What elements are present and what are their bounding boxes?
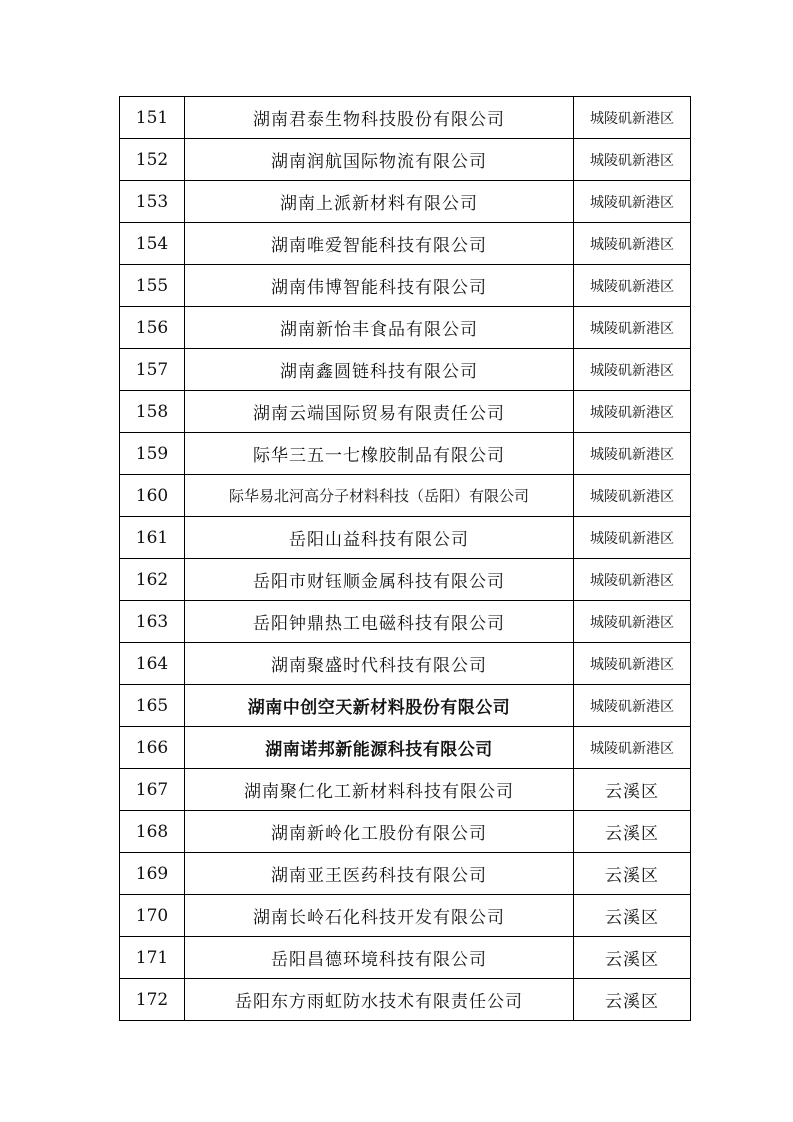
district: 云溪区	[574, 937, 691, 979]
row-number: 165	[120, 685, 185, 727]
company-name: 际华三五一七橡胶制品有限公司	[185, 433, 574, 475]
row-number: 169	[120, 853, 185, 895]
company-name: 湖南君泰生物科技股份有限公司	[185, 97, 574, 139]
company-name: 湖南伟博智能科技有限公司	[185, 265, 574, 307]
company-name: 湖南新怡丰食品有限公司	[185, 307, 574, 349]
row-number: 155	[120, 265, 185, 307]
table-row	[120, 349, 691, 391]
row-number: 164	[120, 643, 185, 685]
table-row	[120, 811, 691, 853]
company-name: 湖南新岭化工股份有限公司	[185, 811, 574, 853]
row-number: 163	[120, 601, 185, 643]
company-name: 湖南诺邦新能源科技有限公司	[185, 727, 574, 769]
row-number: 162	[120, 559, 185, 601]
company-name: 湖南长岭石化科技开发有限公司	[185, 895, 574, 937]
table-row	[120, 391, 691, 433]
district: 城陵矶新港区	[574, 223, 691, 265]
table-row	[120, 685, 691, 727]
row-number: 158	[120, 391, 185, 433]
district: 城陵矶新港区	[574, 517, 691, 559]
district: 城陵矶新港区	[574, 601, 691, 643]
company-name: 岳阳市财钰顺金属科技有限公司	[185, 559, 574, 601]
row-number: 157	[120, 349, 185, 391]
district: 城陵矶新港区	[574, 727, 691, 769]
district: 城陵矶新港区	[574, 349, 691, 391]
table-row	[120, 727, 691, 769]
company-name: 湖南中创空天新材料股份有限公司	[185, 685, 574, 727]
company-name: 岳阳山益科技有限公司	[185, 517, 574, 559]
district: 城陵矶新港区	[574, 307, 691, 349]
table-row	[120, 181, 691, 223]
row-number: 151	[120, 97, 185, 139]
district: 城陵矶新港区	[574, 643, 691, 685]
row-number: 167	[120, 769, 185, 811]
table-row	[120, 937, 691, 979]
row-number: 166	[120, 727, 185, 769]
district: 云溪区	[574, 853, 691, 895]
district: 城陵矶新港区	[574, 181, 691, 223]
district: 城陵矶新港区	[574, 685, 691, 727]
row-number: 171	[120, 937, 185, 979]
row-number: 156	[120, 307, 185, 349]
company-name: 际华易北河高分子材料科技（岳阳）有限公司	[185, 475, 574, 517]
table-row	[120, 769, 691, 811]
table-row	[120, 979, 691, 1021]
district: 城陵矶新港区	[574, 97, 691, 139]
table-row	[120, 559, 691, 601]
district: 城陵矶新港区	[574, 433, 691, 475]
row-number: 154	[120, 223, 185, 265]
table-row	[120, 517, 691, 559]
row-number: 168	[120, 811, 185, 853]
company-name: 湖南聚仁化工新材料科技有限公司	[185, 769, 574, 811]
table-row	[120, 433, 691, 475]
row-number: 153	[120, 181, 185, 223]
company-name: 湖南上派新材料有限公司	[185, 181, 574, 223]
company-name: 岳阳昌德环境科技有限公司	[185, 937, 574, 979]
row-number: 160	[120, 475, 185, 517]
table-row	[120, 223, 691, 265]
table-row	[120, 643, 691, 685]
district: 云溪区	[574, 811, 691, 853]
district: 云溪区	[574, 895, 691, 937]
district: 城陵矶新港区	[574, 559, 691, 601]
company-name: 湖南亚王医药科技有限公司	[185, 853, 574, 895]
table-row	[120, 853, 691, 895]
company-name: 湖南唯爱智能科技有限公司	[185, 223, 574, 265]
district: 云溪区	[574, 979, 691, 1021]
table-row	[120, 475, 691, 517]
table-row	[120, 307, 691, 349]
table-row	[120, 97, 691, 139]
company-name: 岳阳东方雨虹防水技术有限责任公司	[185, 979, 574, 1021]
company-list-table	[119, 96, 691, 1021]
district: 城陵矶新港区	[574, 391, 691, 433]
row-number: 159	[120, 433, 185, 475]
district: 城陵矶新港区	[574, 475, 691, 517]
district: 云溪区	[574, 769, 691, 811]
row-number: 152	[120, 139, 185, 181]
table-row	[120, 601, 691, 643]
table-row	[120, 139, 691, 181]
row-number: 161	[120, 517, 185, 559]
district: 城陵矶新港区	[574, 139, 691, 181]
row-number: 170	[120, 895, 185, 937]
table-row	[120, 895, 691, 937]
table-row	[120, 265, 691, 307]
company-name: 湖南聚盛时代科技有限公司	[185, 643, 574, 685]
district: 城陵矶新港区	[574, 265, 691, 307]
row-number: 172	[120, 979, 185, 1021]
company-name: 湖南鑫圆链科技有限公司	[185, 349, 574, 391]
company-name: 岳阳钟鼎热工电磁科技有限公司	[185, 601, 574, 643]
company-name: 湖南云端国际贸易有限责任公司	[185, 391, 574, 433]
company-name: 湖南润航国际物流有限公司	[185, 139, 574, 181]
